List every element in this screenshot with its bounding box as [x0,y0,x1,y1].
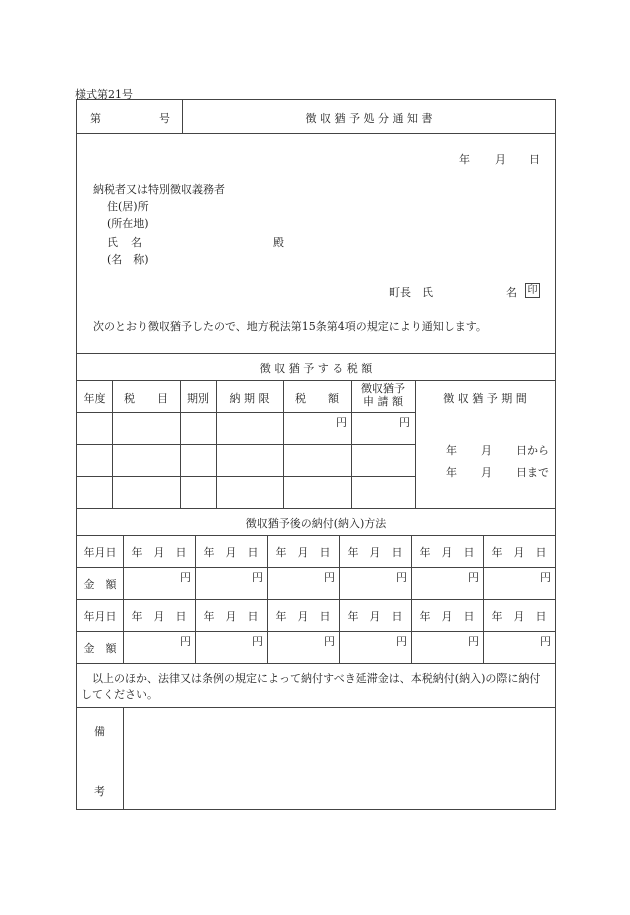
remarks-kou: 考 [94,785,105,798]
col-fiscal-year: 年度 [83,392,106,405]
payment-date-cell: 年 月 日 [347,546,403,559]
payment-date-cell: 年 月 日 [275,610,331,623]
remarks-bi: 備 [94,725,105,738]
date-year: 年 [459,153,470,166]
payment-date-cell: 年 月 日 [419,546,475,559]
payment-amount-yen: 円 [252,635,263,648]
notice-text: 次のとおり徴収猶予したので、地方税法第15条第4項の規定により通知します。 [93,320,487,333]
payment-amount-yen: 円 [396,571,407,584]
honorific-dono: 殿 [273,236,284,249]
header-dai: 第 [90,112,101,125]
location-label: (所在地) [107,217,149,230]
addressee-type: 納税者又は特別徴収義務者 [93,183,225,196]
header-go: 号 [159,112,170,125]
notice-form [76,99,556,810]
payment-section-title: 徴収猶予後の納付(納入)方法 [245,517,387,530]
period-to-month: 月 [481,466,492,479]
payment-date-cell: 年 月 日 [203,610,259,623]
deferral-section-title: 徴 収 猶 予 す る 税 額 [259,362,373,375]
payment-amount-yen: 円 [324,571,335,584]
requested-amount-yen: 円 [399,416,410,429]
period-from-suffix: 日から [516,444,549,457]
issuer-mei: 名 [506,286,517,299]
date-day: 日 [529,153,540,166]
payment-amount-yen: 円 [252,571,263,584]
payment-amount-yen: 円 [324,635,335,648]
seal-mark: 印 [525,283,540,298]
col-deferral-period: 徴 収 猶 予 期 間 [443,392,527,405]
payment-date-cell: 年 月 日 [347,610,403,623]
form-number: 様式第21号 [75,88,133,101]
payment-amount-yen: 円 [540,571,551,584]
document-title: 徴 収 猶 予 処 分 通 知 書 [305,112,433,125]
payment-amount-yen: 円 [396,635,407,648]
period-to-year: 年 [446,466,457,479]
payment-amount-yen: 円 [180,571,191,584]
col-installment: 期別 [187,392,209,405]
col-due-date: 納 期 限 [229,392,270,405]
entity-name-label: (名 称) [107,253,149,266]
address-label: 住(居)所 [107,200,149,213]
date-month: 月 [495,153,506,166]
payment-date-cell: 年 月 日 [131,546,187,559]
payment-date-cell: 年 月 日 [275,546,331,559]
payment-date-cell: 年 月 日 [203,546,259,559]
payment-amount-yen: 円 [180,635,191,648]
period-to-suffix: 日まで [516,466,549,479]
tax-amount-yen: 円 [336,416,347,429]
row-label-amount: 金 額 [83,642,117,655]
payment-date-cell: 年 月 日 [131,610,187,623]
payment-date-cell: 年 月 日 [419,610,475,623]
row-label-date: 年月日 [83,610,117,623]
row-label-amount: 金 額 [83,578,117,591]
col-tax-amount: 税 額 [295,392,339,405]
payment-date-cell: 年 月 日 [491,546,547,559]
period-from-month: 月 [481,444,492,457]
payment-amount-yen: 円 [468,635,479,648]
late-fee-text: 以上のほか、法律又は条例の規定によって納付すべき延滞金は、本税納付(納入)の際に納付してください。 [81,672,541,701]
name-label-shi: 氏 [107,236,118,249]
name-label-mei: 名 [131,236,142,249]
col-requested-amount: 徴収猶予 申 請 額 [361,382,405,408]
issuer-title: 町長 氏 [389,286,433,299]
period-from-year: 年 [446,444,457,457]
payment-amount-yen: 円 [540,635,551,648]
col-tax-item: 税 目 [124,392,168,405]
payment-date-cell: 年 月 日 [491,610,547,623]
row-label-date: 年月日 [83,546,117,559]
payment-amount-yen: 円 [468,571,479,584]
remarks-area[interactable] [124,712,555,802]
